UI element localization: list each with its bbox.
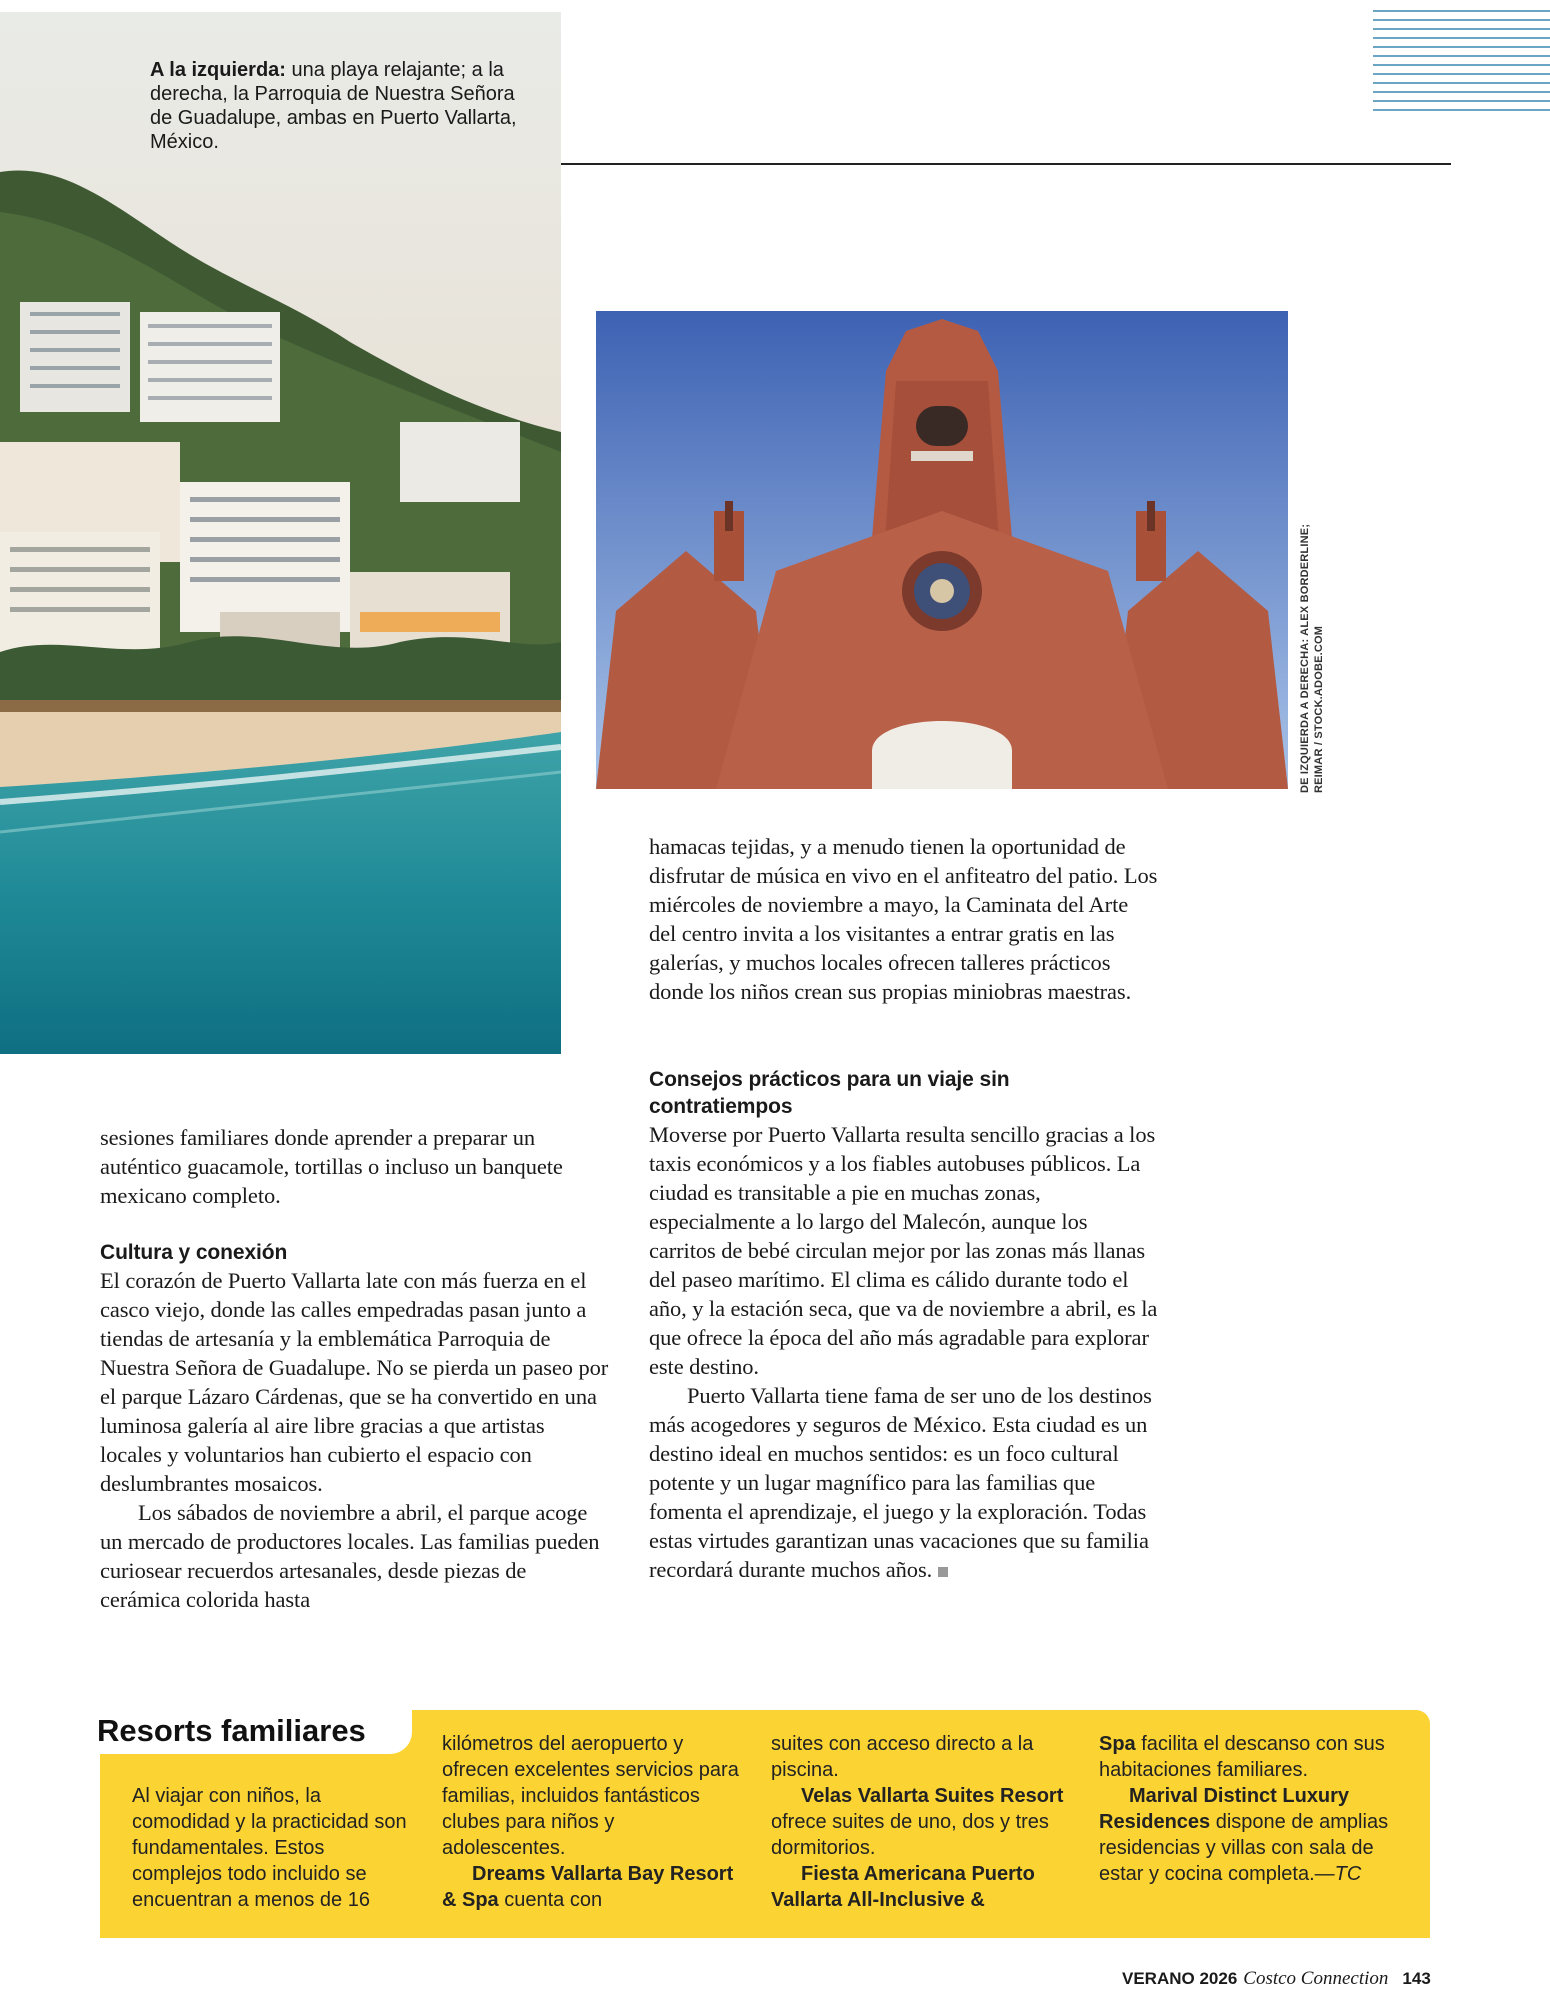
sidebar-col-4-text xyxy=(1099,1731,1399,1783)
church-photo-illustration xyxy=(596,311,1288,789)
sidebar-col-3-resort-2 xyxy=(771,1861,1071,1913)
church-photo xyxy=(596,311,1288,789)
sidebar-col-2 xyxy=(442,1731,742,1913)
culture-paragraph-2: Los sábados de noviembre a abril, el parque acoge un mercado de productores locales. Las familias pueden curiosear recuerdos artesanales, desde piezas de cerámica colorida hasta xyxy=(100,1500,600,1612)
sidebar-col-4-resort xyxy=(1099,1783,1399,1887)
resort-marival-text: dispone de amplias residencias y villas con sala de estar y cocina completa.— xyxy=(1099,1811,1389,1885)
resort-dreams-text: cuenta con xyxy=(498,1889,603,1911)
sidebar-col-4 xyxy=(1099,1731,1399,1887)
tips-paragraph-2 xyxy=(649,1381,1159,1584)
photo-credit-line-1: DE IZQUIERDA A DERECHA: ALEX BORDERLINE; xyxy=(1299,523,1311,793)
culture-heading: Cultura y conexión xyxy=(100,1241,288,1264)
decorative-stripes xyxy=(1373,10,1550,118)
resort-marival-name: Marival Distinct Luxury Residences xyxy=(1099,1785,1350,1833)
header-rule xyxy=(561,163,1451,165)
resort-velas-name: Velas Vallarta Suites Resort xyxy=(801,1785,1064,1807)
photo-caption xyxy=(150,58,540,154)
culture-paragraph-1: El corazón de Puerto Vallarta late con más fuerza en el casco viejo, donde las calles empedradas pasan junto a tiendas de artesanía y la emblemática Parroquia de Nuestra Señora de Guadalupe. No se pierda un paseo por el parque Lázaro Cárdenas, que se ha convertido en una luminosa galería al aire libre gracias a que artistas locales y voluntarios han cubierto el espacio con deslumbrantes mosaicos. xyxy=(100,1268,609,1496)
resort-fiesta-text: facilita el descanso con sus habitaciones familiares. xyxy=(1099,1733,1385,1781)
right-column-top xyxy=(649,832,1159,1006)
page-footer xyxy=(1122,1968,1431,1990)
end-mark-icon xyxy=(938,1567,948,1577)
caption-text: una playa relajante; a la derecha, la Parroquia de Nuestra Señora de Guadalupe, ambas en Puerto Vallarta, México. xyxy=(150,59,517,153)
footer-issue: VERANO 2026 xyxy=(1122,1969,1238,1988)
beach-photo-illustration xyxy=(0,12,561,1054)
resort-fiesta-name: Fiesta Americana Puerto Vallarta All-Inclusive & xyxy=(771,1863,1035,1911)
beach-photo xyxy=(0,12,561,1054)
sidebar-col-3-resort-1 xyxy=(771,1783,1071,1861)
sidebar-col-1 xyxy=(132,1783,417,1913)
photo-credit-line-2: REIMAR / STOCK.ADOBE.COM xyxy=(1313,625,1325,793)
footer-magazine: Costco Connection xyxy=(1243,1968,1389,1989)
resort-dreams-name: Dreams Vallarta Bay Resort & Spa xyxy=(442,1863,734,1911)
resort-fiesta-spa: Spa xyxy=(1099,1733,1136,1755)
photo-credit xyxy=(1298,393,1326,793)
sidebar-col-2-text: kilómetros del aeropuerto y ofrecen excelentes servicios para familias, incluidos fantásticos clubes para niños y adolescentes. xyxy=(442,1733,739,1859)
left-column xyxy=(100,1123,610,1614)
tips-paragraph-1: Moverse por Puerto Vallarta resulta sencillo gracias a los taxis económicos y a los fiables autobuses públicos. La ciudad es transitable a pie en muchas zonas, especialmente a lo largo del Malecón, aunque los carritos de bebé circulan mejor por las zonas más llanas del paseo marítimo. El clima es cálido durante todo el año, y la estación seca, que va de noviembre a abril, es la que ofrece la época del año más agradable para explorar este destino. xyxy=(649,1122,1158,1379)
sidebar-col-3 xyxy=(771,1731,1071,1913)
sidebar-col-3-text: suites con acceso directo a la piscina. xyxy=(771,1733,1034,1781)
right-top-paragraph: hamacas tejidas, y a menudo tienen la oportunidad de disfrutar de música en vivo en el anfiteatro del patio. Los miércoles de noviembre a mayo, la Caminata del Arte del centro invita a los visitantes a entrar gratis en las galerías, y muchos locales ofrecen talleres prácticos donde los niños crean sus propias miniobras maestras. xyxy=(649,834,1158,1004)
right-column xyxy=(649,1066,1159,1584)
left-intro-paragraph: sesiones familiares donde aprender a preparar un auténtico guacamole, tortillas o incluso un banquete mexicano completo. xyxy=(100,1125,563,1208)
sidebar-signature: TC xyxy=(1334,1863,1362,1885)
sidebar-col-2-resort xyxy=(442,1861,742,1913)
tips-heading: Consejos prácticos para un viaje sin contratiempos xyxy=(649,1068,1010,1118)
tips-paragraph-2-text: Puerto Vallarta tiene fama de ser uno de los destinos más acogedores y seguros de México. Esta ciudad es un destino ideal en muchos sentidos: es un foco cultural potente y un lugar magnífico para las familias que fomenta el aprendizaje, el juego y la exploración. Todas estas virtudes garantizan unas vacaciones que su familia recordará durante muchos años. xyxy=(649,1383,1152,1582)
caption-lead: A la izquierda: xyxy=(150,59,286,81)
sidebar-col-1-text: Al viajar con niños, la comodidad y la practicidad son fundamentales. Estos complejos todo incluido se encuentran a menos de 16 xyxy=(132,1785,407,1911)
footer-page-number: 143 xyxy=(1402,1969,1431,1988)
resort-velas-text: ofrece suites de uno, dos y tres dormitorios. xyxy=(771,1811,1049,1859)
sidebar-title: Resorts familiares xyxy=(97,1713,366,1748)
